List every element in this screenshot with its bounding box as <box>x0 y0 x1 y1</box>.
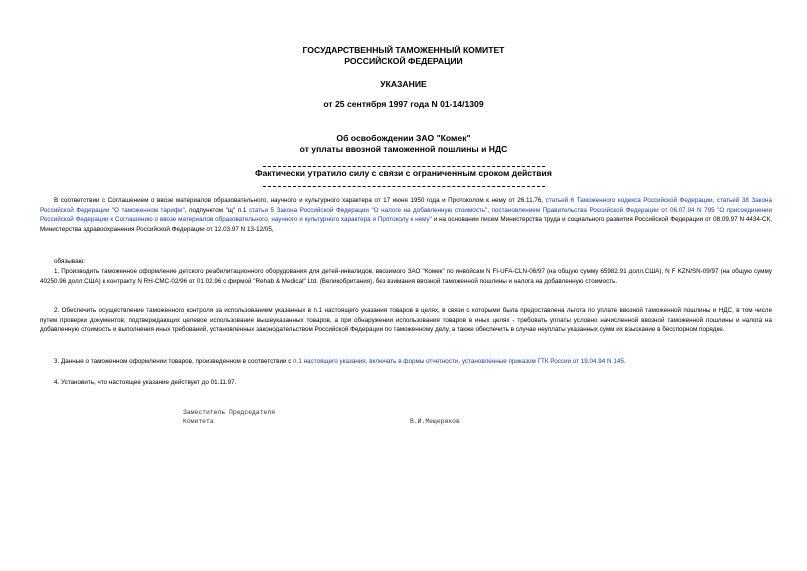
preamble-text-5: и на основании писем Министерства труда и социального развития Российской Федерации от 08.09.97 N 4434-СК, Министерства здравоохранения Российской Федерации от 12.03.97 N 13-12/05, <box>40 216 772 233</box>
document-title <box>0 133 807 155</box>
link-government-decree-795[interactable]: постановлением Правительства Российской Федерации от 06.07.94 N 795 "О присоединении Российской Федерации к Соглашению о ввозе материалов образовательного, научного и культурного характера и Протоколу к нему" <box>40 206 773 224</box>
item-3-paragraph <box>40 357 772 367</box>
item-3-end: . <box>623 358 626 365</box>
preamble-sep-2: , <box>487 206 492 214</box>
link-gtk-order-145[interactable]: настоящего указания, включать в формы отчетности, установленные приказом ГТК России от 19.04.94 N 145 <box>303 358 624 365</box>
title-line-2: от уплаты ввозной таможенной пошлины и НДС <box>299 144 508 154</box>
preamble-text-3: , подпунктом "щ" п.1 <box>184 206 249 214</box>
item-3-text-1: 3. Данные о таможенном оформлении товаров, произведенном в соответствии с <box>54 358 294 365</box>
status-notice: Фактически утратило силу с связи с ограниченным сроком действия <box>255 168 552 178</box>
preamble-paragraph <box>40 196 772 234</box>
document-type: УКАЗАНИЕ <box>380 79 427 89</box>
item-2-paragraph <box>40 306 772 335</box>
item-1-text: 1. Производить таможенное оформление детского реабилитационного оборудования для детей-инвалидов, ввозимого ЗАО "Комек" по инвойсам N FI-UFA-CLN-06/97 (на общую сумму 65982.91 долл.США), N F KZN/SN-09/97 (на общую сумму 40250.96 долл.США) к контракту N RH-CMC-02/96 от 01.02.96 с фирмой "Rehab & Medical" Ltd. (Великобритания), без взимания ввозной таможенной пошлины и налога на добавленную стоимость. <box>40 268 772 285</box>
signatory-position <box>183 408 275 426</box>
preamble-text-1: В соответствии с Соглашением о ввозе материалов образовательного, научного и культурного характера от 17 июня 1950 года и Протоколом к нему от 26.11.76, <box>54 197 546 204</box>
org-line-2: РОССИЙСКОЙ ФЕДЕРАЦИИ <box>344 56 463 66</box>
link-vat-law-art5[interactable]: статьи 5 Закона Российской Федерации "О налоге на добавленную стоимость" <box>248 206 488 214</box>
org-line-1: ГОСУДАРСТВЕННЫЙ ТАМОЖЕННЫЙ КОМИТЕТ <box>302 45 505 55</box>
preamble-sep-1: , <box>712 197 717 204</box>
signatory-name: В.И.Мещеряков <box>410 418 460 425</box>
obligation-line <box>40 257 772 267</box>
item-4-paragraph <box>40 378 772 388</box>
link-customs-tariff-law-art38[interactable]: статьей 38 Закона Российской Федерации "О таможенном тарифе" <box>40 197 773 214</box>
issuing-organization <box>0 45 807 67</box>
obligation-text: обязываю: <box>54 258 86 265</box>
item-4-text: 4. Установить, что настоящее указание действует до 01.11.97. <box>54 379 237 386</box>
signatory-position-line-2: Комитета <box>183 418 214 425</box>
link-item-1[interactable]: п.1 <box>293 358 302 365</box>
item-2-text: 2. Обеспечить осуществление таможенного контроля за использованием указанных в п.1 настоящего указания товаров в целях, в связи с которыми была предоставлена льгота по уплате ввозной таможенной пошлины и НДС, в том числе путем проверки документов, подтверждающих целевое использование вышеуказанных товаров, а при обнаружении использования товаров в иных целях - требовать уплаты условно начисленной ввозной таможенной пошлины и налога на добавленную стоимость и выполнения иных требований, установленных законодательством Российской Федерации по таможенному делу, а также обеспечить в случае неуплаты указанных сумм их взыскание в бесспорном порядке. <box>40 307 772 334</box>
link-customs-code-art6[interactable]: статьей 6 Таможенного кодекса Российской Федерации <box>545 197 713 204</box>
separator-top <box>263 166 545 167</box>
separator-bottom <box>263 186 545 187</box>
item-1-paragraph <box>40 267 772 286</box>
signatory-position-line-1: Заместитель Председателя <box>183 409 276 416</box>
title-line-1: Об освобождении ЗАО "Комек" <box>336 133 471 143</box>
document-date-number: от 25 сентября 1997 года N 01-14/1309 <box>323 99 484 109</box>
